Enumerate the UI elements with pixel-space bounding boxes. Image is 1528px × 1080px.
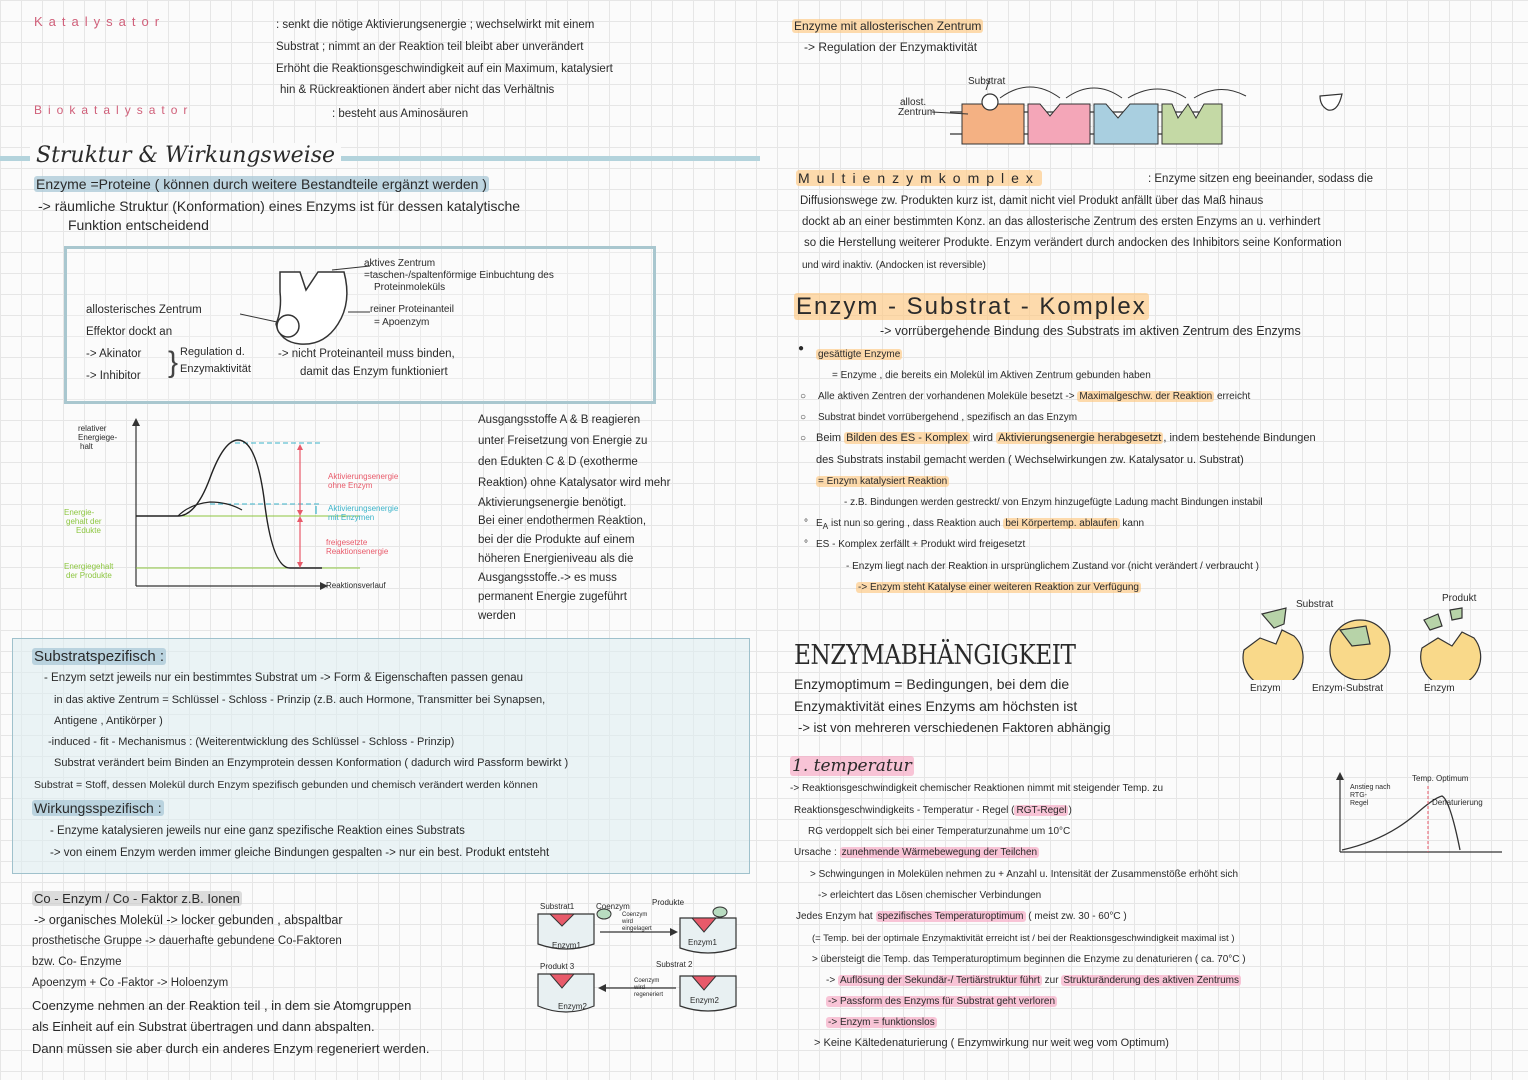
cycle-mid-2c: regeneriert [634, 992, 664, 998]
substrat-line-5: Substrat verändert beim Binden an Enzymprotein dessen Konformation ( dadurch wird Passform bewirkt ) [54, 757, 569, 769]
nicht-proteinanteil-2: damit das Enzym funktioniert [300, 366, 448, 378]
temp-line-4a: Ursache : [794, 847, 837, 858]
esk-bullet-3e: , indem bestehende Bindungen [1163, 432, 1316, 444]
esk-bullet-4sub: A [822, 521, 829, 531]
esk-bullet-3g-text: = Enzym katalysiert Reaktion [818, 476, 948, 487]
allosterisch-sub: -> Regulation der Enzymaktivität [804, 40, 978, 54]
gesaettigt-label [816, 344, 902, 365]
temp-line-12-text: -> Enzym = funktionslos [828, 1017, 935, 1028]
temp-line-7a: Jedes Enzym hat [796, 911, 873, 922]
temp-line-10c: zur [1044, 975, 1059, 986]
katalysator-line-1: : senkt die nötige Aktivierungsenergie ; wechselwirkt mit einem [276, 19, 595, 31]
temp-line-7b: spezifisches Temperaturoptimum [877, 911, 1024, 922]
freigesetzt-2: Reaktionsenergie [326, 547, 389, 556]
esk-bullet-4c: bei Körpertemp. ablaufen [1005, 518, 1118, 529]
cycle-enzym2-right: Enzym2 [690, 996, 719, 1005]
wirkung-line-2: -> von einem Enzym werden immer gleiche Bindungen gespalten -> nur ein best. Produkt entsteht [50, 847, 550, 859]
edukte-label-3: Edukte [76, 526, 101, 535]
wirkung-line-1: - Enzyme katalysieren jeweils nur eine ganz spezifische Reaktion eines Substrats [50, 825, 465, 837]
substrat-line-1: - Enzym setzt jeweils nur ein bestimmtes Substrat um -> Form & Eigenschaften passen genau [44, 672, 524, 684]
katalysator-line-2: Substrat ; nimmt an der Reaktion teil bleibt aber unverändert [276, 41, 584, 53]
cycle-substrat1: Substrat1 [540, 902, 575, 911]
apoenzym-label: = Apoenzym [374, 317, 430, 328]
cycle-enzym1-left: Enzym1 [552, 941, 581, 950]
temp-line-7 [796, 906, 1127, 927]
multienzym-line-2: Diffusionswege zw. Produkten kurz ist, damit nicht viel Produkt anfällt über das Maß hinaus [800, 195, 1264, 207]
coenzym-line-7: Dann müssen sie aber durch ein anderes Enzym regeneriert werden. [32, 1041, 430, 1056]
temp-line-4b: zunehmende Wärmebewegung der Teilchen [841, 847, 1038, 858]
cycle-enzym2-left: Enzym2 [558, 1002, 587, 1011]
aktivierung-ohne-1: Aktivierungsenergie [328, 472, 399, 481]
temp-line-5: > Schwingungen in Molekülen nehmen zu + Anzahl u. Intensität der Zusammenstöße erhöht sich [810, 869, 1239, 880]
temp-line-2a: Reaktionsgeschwindigkeits - Temperatur - Regel ( [794, 805, 1015, 816]
struktur-line-1 [34, 174, 489, 195]
esk-bullet-4a: E [816, 518, 823, 529]
biokatalysator-text: : besteht aus Aminosäuren [332, 108, 469, 120]
gesaettigt-label-text: gesättigte Enzyme [818, 349, 901, 360]
brace-icon: } [168, 346, 179, 379]
nicht-proteinanteil-1: -> nicht Proteinanteil muss binden, [278, 348, 455, 360]
tchart-anstieg-3: Regel [1350, 800, 1369, 807]
freigesetzt-1: freigesetzte [326, 538, 368, 547]
energy-ylabel-2: Energiege- [78, 433, 118, 442]
katalysator-line-3: Erhöht die Reaktionsgeschwindigkeit auf ein Maximum, katalysiert [276, 63, 613, 75]
multienzym-title [796, 168, 1042, 189]
ausgangsstoffe-line-11: werden [478, 610, 516, 622]
struktur-line-1-text: Enzyme =Proteine ( können durch weitere Bestandteile ergänzt werden ) [36, 176, 487, 192]
coenzym-line-5: Coenzyme nehmen an der Reaktion teil , in dem sie Atomgruppen [32, 998, 412, 1013]
esk-bullet-6: - Enzym liegt nach der Reaktion in ursprünglichem Zustand vor (nicht verändert / verbraucht ) [846, 561, 1259, 572]
esk-definition: -> vorrübergehende Bindung des Substrats im aktiven Zentrum des Enzyms [880, 324, 1301, 338]
cycle-coenzym: Coenzym [596, 902, 630, 911]
substrat-line-6: Substrat = Stoff, dessen Molekül durch Enzym spezifisch gebunden und chemisch verändert werden können [34, 779, 538, 791]
aktives-zentrum-desc-2: Proteinmoleküls [374, 282, 446, 293]
diagram-produkt-label: Produkt [1442, 593, 1477, 604]
temp-line-1: -> Reaktionsgeschwindigkeit chemischer Reaktionen nimmt mit steigender Temp. zu [790, 783, 1164, 794]
substratspezifisch-heading-text: Substratspezifisch : [34, 648, 165, 665]
ausgangsstoffe-line-2: unter Freisetzung von Energie zu [478, 435, 648, 447]
temp-line-10a: -> [826, 975, 836, 986]
enzyme-substrate-diagram [1236, 600, 1496, 680]
temp-line-8: (= Temp. bei der optimale Enzymaktivität erreicht ist / bei der Reaktionsgeschwindigkeit maximal ist ) [812, 933, 1235, 944]
diagram-enzym2-label: Enzym [1424, 683, 1455, 694]
inhibitor-label: -> Inhibitor [86, 370, 141, 382]
temp-line-10 [826, 970, 1241, 991]
aktivierung-mit-1: Aktivierungsenergie [328, 504, 399, 513]
temp-line-2c: ) [1068, 805, 1072, 816]
biokatalysator-title: Biokatalysator [34, 103, 194, 117]
cycle-produkte: Produkte [652, 898, 685, 907]
struktur-line-3: Funktion entscheidend [68, 217, 209, 233]
coenzym-heading [32, 888, 242, 909]
coenzym-line-3: bzw. Co- Enzyme [32, 956, 122, 968]
tchart-anstieg-1: Anstieg nach [1350, 784, 1391, 791]
aktivierung-mit-2: mit Enzymen [328, 513, 375, 522]
temp-line-11-text: -> Passform des Enzyms für Substrat geht verloren [828, 996, 1056, 1007]
tchart-optimum: Temp. Optimum [1412, 774, 1469, 783]
ausgangsstoffe-line-7: bei der die Produkte auf einem [478, 534, 635, 546]
substrat-line-3: Antigene , Antikörper ) [54, 715, 163, 727]
produkte-label-2: der Produkte [66, 571, 112, 580]
substratspezifisch-heading [32, 646, 166, 667]
edukte-label-1: Energie- [64, 508, 95, 517]
bullet-icon: ° [804, 539, 808, 550]
esk-bullet-1c: erreicht [1216, 391, 1251, 402]
ausgangsstoffe-line-10: permanent Energie zugeführt [478, 591, 627, 603]
coenzym-line-4: Apoenzym + Co -Faktor -> Holoenzym [32, 977, 229, 989]
ausgangsstoffe-line-6: Bei einer endothermen Reaktion, [478, 515, 647, 527]
temp-line-4 [794, 842, 1039, 863]
wirkungsspezifisch-heading [32, 798, 164, 819]
bullet-icon: ° [804, 518, 808, 529]
esk-heading-text: Enzym - Substrat - Komplex [796, 293, 1147, 320]
temp-line-13: > Keine Kältedenaturierung ( Enzymwirkung nur weit weg vom Optimum) [814, 1037, 1169, 1049]
esk-bullet-5: ES - Komplex zerfällt + Produkt wird freigesetzt [816, 539, 1026, 550]
esk-bullet-4d: kann [1122, 518, 1145, 529]
cycle-substrat2: Substrat 2 [656, 960, 693, 969]
esk-bullet-1 [818, 386, 1250, 407]
esk-bullet-3f: des Substrats instabil gemacht werden ( Wechselwirkungen zw. Katalysator u. Substrat) [816, 454, 1244, 466]
produkte-label-1: Energiegehalt [64, 562, 114, 571]
temp-line-2 [794, 800, 1072, 821]
gesaettigt-def: = Enzyme , die bereits ein Molekül im Aktiven Zentrum gebunden haben [832, 370, 1151, 381]
effektor-label: Effektor dockt an [86, 326, 173, 338]
multienzym-line-3: dockt ab an einer bestimmten Konz. an das allosterische Zentrum des ersten Enzyms an u. verhindert [802, 216, 1321, 228]
edukte-label-2: gehalt der [66, 517, 102, 526]
aktivierung-ohne-2: ohne Enzym [328, 481, 373, 490]
esk-bullet-3h: - z.B. Bindungen werden gestreckt/ von Enzym hinzugefügte Ladung macht Bindungen instabil [844, 497, 1263, 508]
allosteric-enzyme-chain [890, 72, 1360, 162]
cycle-produkt3: Produkt 3 [540, 962, 575, 971]
temp-line-10d: Strukturänderung des aktiven Zentrums [1063, 975, 1239, 986]
multienzym-line-1: : Enzyme sitzen eng beeinander, sodass die [1148, 173, 1374, 185]
allosterisches-zentrum-label: allosterisches Zentrum [86, 304, 202, 316]
tchart-denaturierung: Denaturierung [1432, 798, 1483, 807]
coenzym-line-2: prosthetische Gruppe -> dauerhafte gebundene Co-Faktoren [32, 935, 342, 947]
cycle-mid-1c: eingelagert [622, 926, 652, 932]
tchart-anstieg-2: RTG- [1350, 792, 1367, 799]
cycle-mid-1a: Coenzym [622, 912, 648, 918]
energy-xlabel: Reaktionsverlauf [326, 581, 386, 590]
allost-label-1: allost. [900, 97, 927, 108]
substrat-line-2: in das aktive Zentrum = Schlüssel - Schloss - Prinzip (z.B. auch Hormone, Transmitter bei Synapsen, [54, 694, 546, 706]
esk-bullet-7 [856, 577, 1141, 598]
bullet-icon: ○ [800, 433, 807, 444]
diagram-enzym-label: Enzym [1250, 683, 1281, 694]
esk-bullet-2: Substrat bindet vorrübergehend , spezifisch an das Enzym [818, 412, 1078, 423]
cycle-enzym1-right: Enzym1 [688, 938, 717, 947]
abhaengigkeit-line-2: Enzymaktivität eines Enzyms am höchsten ist [794, 698, 1078, 714]
allost-label-2: Zentrum [898, 107, 936, 118]
temp-line-2b: RGT-Regel [1016, 805, 1067, 816]
akinator-label: -> Akinator [86, 348, 142, 360]
katalysator-title: Katalysator [34, 14, 166, 29]
ausgangsstoffe-line-1: Ausgangsstoffe A & B reagieren [478, 414, 641, 426]
substrat-line-4: -induced - fit - Mechanismus : (Weiterentwicklung des Schlüssel - Schloss - Prinzip) [48, 736, 455, 748]
esk-bullet-3d: Aktivierungsenergie herabgesetzt [998, 432, 1162, 444]
esk-bullet-1a: Alle aktiven Zentren der vorhandenen Moleküle besetzt -> [818, 391, 1075, 402]
reiner-proteinanteil-label: reiner Proteinanteil [370, 304, 454, 315]
ausgangsstoffe-line-3: den Edukten C & D (exotherme [478, 456, 638, 468]
aktives-zentrum-desc-1: =taschen-/spaltenförmige Einbuchtung des [364, 270, 554, 281]
struktur-line-2: -> räumliche Struktur (Konformation) eines Enzyms ist für dessen katalytische [38, 198, 521, 214]
esk-bullet-3c: wird [972, 432, 994, 444]
ausgangsstoffe-line-9: Ausgangsstoffe.-> es muss [478, 572, 617, 584]
regulation-label-2: Enzymaktivität [180, 363, 251, 375]
aktives-zentrum-label: aktives Zentrum [364, 258, 436, 269]
temp-line-10b: Auflösung der Sekundär-/ Tertiärstruktur führt [839, 975, 1040, 986]
esk-bullet-3b: Bilden des ES - Komplex [846, 432, 968, 444]
cycle-mid-1b: wird [622, 919, 634, 925]
struktur-heading: Struktur & Wirkungsweise [30, 143, 341, 168]
wirkungsspezifisch-heading-text: Wirkungsspezifisch : [34, 800, 162, 816]
temp-line-3: RG verdoppelt sich bei einer Temperaturzunahme um 10°C [808, 826, 1071, 837]
esk-bullet-3a: Beim [816, 432, 842, 444]
temp-line-6: -> erleichtert das Lösen chemischer Verbindungen [818, 890, 1042, 901]
allosterisch-heading-text: Enzyme mit allosterischen Zentrum [794, 19, 982, 33]
esk-bullet-4b: ist nun so gering , dass Reaktion auch [831, 518, 1001, 529]
bullet-icon: ○ [800, 391, 807, 402]
energy-ylabel-3: halt [80, 442, 93, 451]
cycle-mid-2a: Coenzym [634, 978, 660, 984]
ausgangsstoffe-line-5: Aktivierungsenergie benötigt. [478, 497, 627, 509]
esk-bullet-3 [816, 428, 1316, 449]
temperatur-heading-text: 1. temperatur [792, 756, 912, 776]
katalysator-line-4: hin & Rückreaktionen ändert aber nicht das Verhältnis [280, 84, 555, 96]
ausgangsstoffe-line-8: höheren Energieniveau als die [478, 553, 634, 565]
diagram-es-label: Enzym-Substrat [1312, 683, 1384, 694]
allosterisch-heading [792, 16, 983, 37]
bullet-icon: ● [798, 343, 805, 354]
esk-bullet-7-text: -> Enzym steht Katalyse einer weiteren Reaktion zur Verfügung [858, 582, 1139, 593]
temp-line-11 [826, 991, 1057, 1012]
bullet-icon: ○ [800, 412, 807, 423]
temperatur-heading [790, 755, 914, 777]
esk-bullet-1b: Maximalgeschw. der Reaktion [1079, 391, 1213, 402]
multienzym-line-5: und wird inaktiv. (Andocken ist reversible) [802, 260, 986, 271]
diagram-substrat-label: Substrat [1296, 599, 1334, 610]
esk-heading [794, 290, 1149, 324]
coenzym-line-1: -> organisches Molekül -> locker gebunden , abspaltbar [34, 913, 343, 927]
regulation-label-1: Regulation d. [180, 346, 245, 358]
temp-line-9: > übersteigt die Temp. das Temperaturoptimum beginnen die Enzyme zu denaturieren ( ca. 70°C ) [812, 954, 1246, 965]
cycle-mid-2b: wird [634, 985, 646, 991]
abhaengigkeit-line-3: -> ist von mehreren verschiedenen Faktoren abhängig [798, 720, 1111, 735]
energy-ylabel-1: relativer [78, 424, 107, 433]
multienzym-title-text: Multienzymkomplex [798, 170, 1040, 186]
coenzym-line-6: als Einheit auf ein Substrat übertragen und dann abspalten. [32, 1019, 375, 1034]
coenzym-heading-text: Co - Enzym / Co - Faktor z.B. Ionen [34, 891, 240, 906]
enzyme-shape-illustration [240, 262, 370, 352]
ausgangsstoffe-line-4: Reaktion) ohne Katalysator wird mehr [478, 477, 671, 489]
energy-chart [60, 418, 460, 598]
temp-line-7c: ( meist zw. 30 - 60°C ) [1028, 911, 1127, 922]
temp-line-12 [826, 1012, 937, 1033]
esk-bullet-3g [816, 471, 949, 492]
multienzym-line-4: so die Herstellung weiterer Produkte. Enzym verändert durch andocken des Inhibitors seine Konformation [804, 237, 1342, 249]
abhaengigkeit-line-1: Enzymoptimum = Bedingungen, bei dem die [794, 676, 1070, 692]
allosteric-substrat-label: Substrat [968, 76, 1006, 87]
abhaengigkeit-heading: ENZYMABHÄNGIGKEIT [794, 640, 1076, 671]
